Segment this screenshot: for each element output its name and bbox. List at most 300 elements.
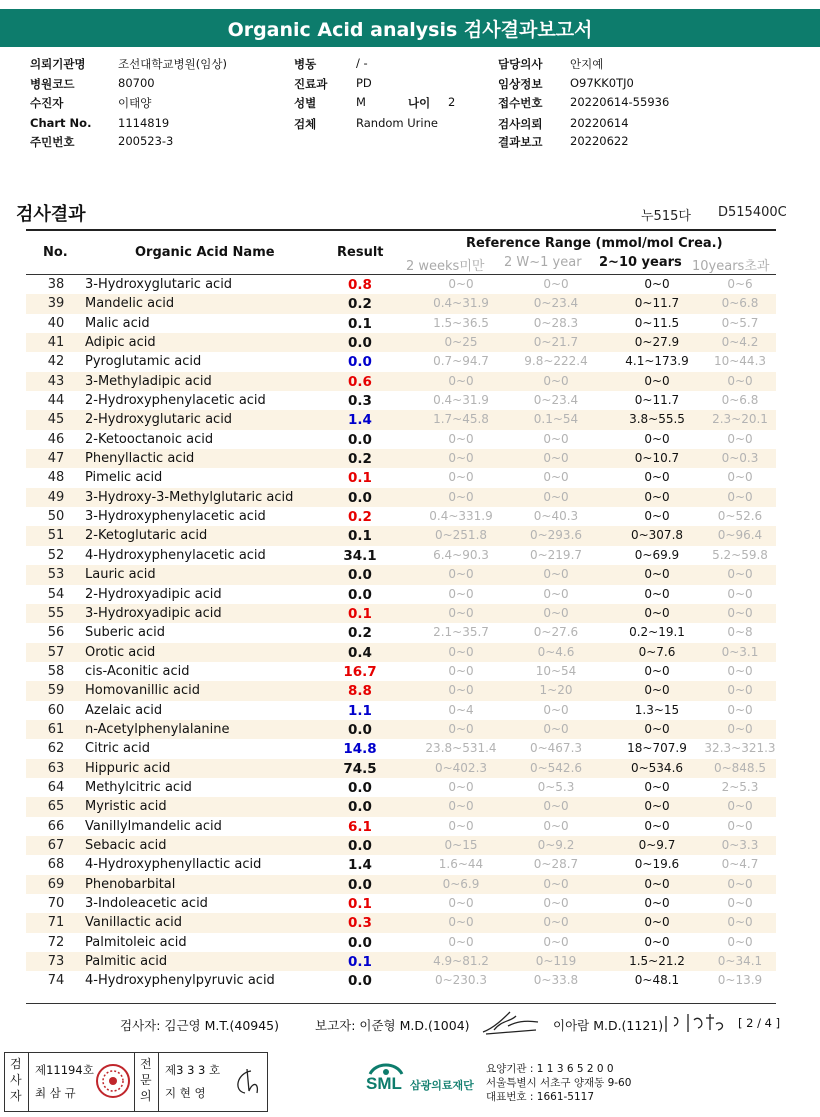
- acid-name: Homovanillic acid: [85, 683, 200, 699]
- ref-range-10y-plus: 0~0: [727, 915, 753, 930]
- row-number: 53: [47, 567, 65, 583]
- row-number: 72: [47, 934, 65, 950]
- ref-range-2-10y: 3.8~55.5: [629, 412, 685, 427]
- ref-range-10y-plus: 0~6: [727, 277, 753, 291]
- row-number: 66: [47, 818, 65, 834]
- institution-label: 의뢰기관명: [30, 57, 86, 71]
- receipt-value: 20220614-55936: [570, 95, 670, 109]
- specimen-label: 검체: [294, 117, 317, 131]
- acid-name: Palmitic acid: [85, 954, 168, 970]
- ref-range-2-10y: 0~0: [644, 567, 670, 582]
- ref-range-2-10y: 0~11.7: [634, 296, 680, 311]
- ref-range-2-10y: 0~0: [644, 915, 670, 930]
- result-value: 0.4: [348, 644, 372, 661]
- ref-range-10y-plus: 32.3~321.3: [704, 741, 776, 756]
- ref-range-2weeks: 0~0: [448, 470, 474, 485]
- tester-license: 제11194호: [35, 1063, 94, 1077]
- tester-name: 최 삼 규: [35, 1086, 76, 1100]
- ref-range-2w-1y: 0~28.7: [533, 857, 579, 872]
- request-value: 20220614: [570, 116, 629, 130]
- ref-range-2weeks: 2.1~35.7: [433, 625, 489, 640]
- ref-range-2weeks: 23.8~531.4: [425, 741, 497, 756]
- org-name: 삼광의료재단: [410, 1079, 474, 1092]
- row-number: 52: [47, 547, 65, 563]
- ref-range-10y-plus: 0~52.6: [717, 509, 763, 524]
- ref-range-10y-plus: 0~0: [727, 818, 753, 833]
- tester-info-cell: [29, 1053, 135, 1111]
- row-number: 50: [47, 509, 65, 525]
- ref-range-2weeks: 0~0: [448, 896, 474, 910]
- result-value: 0.0: [348, 799, 372, 816]
- table-row: [26, 449, 776, 468]
- ref-range-2w-1y: 0~0: [543, 586, 569, 601]
- acid-name: Pimelic acid: [85, 470, 163, 486]
- ref-range-2w-1y: 0~119: [535, 954, 577, 969]
- result-value: 0.1: [348, 470, 372, 487]
- age-label: 나이: [408, 96, 431, 110]
- table-row: [26, 410, 776, 429]
- acid-name: 3-Methyladipic acid: [85, 373, 212, 389]
- clinical-value: O97KK0TJ0: [570, 76, 634, 90]
- row-number: 54: [47, 586, 65, 602]
- ref-range-2-10y: 0~0: [644, 605, 670, 620]
- ref-range-2w-1y: 0~5.3: [537, 779, 575, 794]
- section-title: 검사결과: [16, 204, 86, 225]
- ref-range-2-10y: 0~0: [644, 373, 670, 388]
- ref-range-2w-1y: 0~0: [543, 277, 569, 291]
- ref-range-2w-1y: 0~40.3: [533, 509, 579, 524]
- table-row: [26, 352, 776, 371]
- table-row: [26, 623, 776, 642]
- doctor-value: 안지예: [570, 57, 604, 71]
- receipt-label: 접수번호: [498, 96, 543, 110]
- ref-range-2-10y: 0~0: [644, 818, 670, 833]
- ref-range-2w-1y: 0~0: [543, 567, 569, 582]
- table-row: [26, 720, 776, 739]
- table-row: [26, 372, 776, 391]
- row-number: 47: [47, 451, 65, 467]
- section-code-1: 누515다: [641, 209, 691, 224]
- row-number: 61: [47, 721, 65, 737]
- ref-range-10y-plus: 0~4.7: [721, 857, 759, 872]
- chart-value: 1114819: [118, 116, 170, 130]
- col-no-header: No.: [43, 245, 68, 260]
- table-row: [26, 546, 776, 565]
- ref-range-2w-1y: 0~23.4: [533, 296, 579, 311]
- result-value: 0.3: [348, 915, 372, 932]
- result-value: 0.0: [348, 837, 372, 854]
- table-row: [26, 585, 776, 604]
- result-value: 0.1: [348, 605, 372, 622]
- ref-range-2weeks: 0~402.3: [434, 760, 488, 775]
- result-value: 0.1: [348, 954, 372, 971]
- ref-range-2w-1y: 0~0: [543, 451, 569, 466]
- result-value: 0.2: [348, 451, 372, 468]
- row-number: 40: [47, 315, 65, 331]
- ref-range-2w-1y: 0~23.4: [533, 393, 579, 408]
- results-table: [26, 275, 776, 991]
- ref-range-2-10y: 1.5~21.2: [629, 954, 685, 969]
- ref-range-10y-plus: 0~13.9: [717, 973, 763, 988]
- result-value: 0.0: [348, 934, 372, 951]
- table-row: [26, 701, 776, 720]
- sex-value: M: [356, 95, 366, 109]
- table-row: [26, 526, 776, 545]
- ref-range-2-10y: 0~0: [644, 799, 670, 814]
- acid-name: Pyroglutamic acid: [85, 354, 202, 370]
- report-title: Organic Acid analysis 검사결과보고서: [0, 9, 820, 47]
- acid-name: n-Acetylphenylalanine: [85, 721, 230, 737]
- ref-range-2weeks: 1.6~44: [438, 857, 484, 872]
- report-date-label: 결과보고: [498, 135, 543, 149]
- ref-range-2weeks: 4.9~81.2: [433, 954, 489, 969]
- tester-label-cell: [5, 1053, 29, 1111]
- ref-range-10y-plus: 0~0: [727, 567, 753, 582]
- ref-range-2weeks: 0.7~94.7: [433, 354, 489, 369]
- row-number: 51: [47, 528, 65, 544]
- ref-range-10y-plus: 0~0: [727, 683, 753, 698]
- doctor-label: 담당의사: [498, 57, 543, 71]
- ref-range-2w-1y: 0~0: [543, 470, 569, 485]
- ref-range-2weeks: 0~0: [448, 567, 474, 582]
- report-date-value: 20220622: [570, 134, 629, 148]
- acid-name: cis-Aconitic acid: [85, 663, 190, 679]
- table-row: [26, 913, 776, 932]
- row-number: 48: [47, 470, 65, 486]
- ref-range-2-10y: 0~0: [644, 489, 670, 504]
- ref-range-2-10y: 0~10.7: [634, 451, 680, 466]
- acid-name: Phenobarbital: [85, 876, 176, 892]
- table-row: [26, 430, 776, 449]
- ref-range-10y-plus: 0~0.3: [721, 451, 759, 466]
- patient-label: 수진자: [30, 96, 64, 110]
- ref-range-10y-plus: 2.3~20.1: [712, 412, 768, 427]
- ref-range-2weeks: 0~0: [448, 277, 474, 291]
- acid-name: Adipic acid: [85, 335, 156, 351]
- ref-range-2w-1y: 0~0: [543, 489, 569, 504]
- ref-range-10y-plus: 0~3.1: [721, 644, 759, 659]
- acid-name: 3-Hydroxyglutaric acid: [85, 277, 233, 292]
- acid-name: Mandelic acid: [85, 296, 175, 312]
- ref-range-2w-1y: 0~21.7: [533, 335, 579, 350]
- table-row: [26, 468, 776, 487]
- ref-range-2w-1y: 0~0: [543, 896, 569, 910]
- result-value: 74.5: [343, 760, 377, 777]
- row-number: 43: [47, 373, 65, 389]
- acid-name: Citric acid: [85, 741, 150, 757]
- ref-range-2-10y: 0~534.6: [630, 760, 684, 775]
- ref-range-2weeks: 0~0: [448, 644, 474, 659]
- ref-range-2w-1y: 0~0: [543, 934, 569, 949]
- row-number: 69: [47, 876, 65, 892]
- result-value: 0.0: [348, 354, 372, 371]
- ref-range-2w-1y: 0~0: [543, 799, 569, 814]
- table-row: [26, 275, 776, 294]
- row-number: 62: [47, 741, 65, 757]
- ref-range-2-10y: 4.1~173.9: [625, 354, 689, 369]
- dept-value: PD: [356, 76, 372, 90]
- ref-range-10y-plus: 0~0: [727, 489, 753, 504]
- acid-name: 4-Hydroxyphenyllactic acid: [85, 857, 262, 873]
- row-number: 70: [47, 896, 65, 911]
- ref-range-2w-1y: 0~219.7: [529, 547, 583, 562]
- ref-range-2weeks: 0~6.9: [442, 876, 480, 891]
- section-code-2: D515400C: [718, 205, 787, 220]
- ref-range-10y-plus: 0~0: [727, 470, 753, 485]
- row-number: 59: [47, 683, 65, 699]
- sml-logo-text: SML: [366, 1074, 402, 1093]
- acid-name: 3-Hydroxyphenylacetic acid: [85, 509, 266, 525]
- tester-box-label: 검사자: [10, 1057, 22, 1103]
- ref-range-2weeks: 0~0: [448, 663, 474, 678]
- row-number: 46: [47, 431, 65, 447]
- result-value: 0.0: [348, 721, 372, 738]
- row-number: 68: [47, 857, 65, 873]
- ref-range-10y-plus: 0~6.8: [721, 393, 759, 408]
- ref-range-2weeks: 0.4~31.9: [433, 393, 489, 408]
- row-number: 49: [47, 489, 65, 505]
- ref-range-2weeks: 0~0: [448, 489, 474, 504]
- result-value: 0.6: [348, 373, 372, 390]
- row-number: 67: [47, 837, 65, 853]
- ref-range-2weeks: 0~25: [444, 335, 478, 350]
- table-row: [26, 333, 776, 352]
- age-value: 2: [448, 95, 456, 109]
- result-value: 0.1: [348, 528, 372, 545]
- result-value: 8.8: [348, 683, 372, 700]
- ref-range-2weeks: 0~0: [448, 451, 474, 466]
- seal-icon: [95, 1063, 131, 1099]
- ref-range-2w-1y: 0~0: [543, 818, 569, 833]
- ref-range-10y-plus: 0~848.5: [713, 760, 767, 775]
- row-number: 60: [47, 702, 65, 718]
- ref-range-2-10y: 0~11.5: [634, 315, 680, 330]
- ref-range-2w-1y: 0~0: [543, 915, 569, 930]
- org-line-1: 요양기관 : 1 1 3 6 5 2 0 0: [486, 1063, 614, 1075]
- org-info: [486, 1062, 631, 1104]
- ref-range-2-10y: 0~0: [644, 779, 670, 794]
- ref-range-2weeks: 0~15: [444, 837, 478, 852]
- ref-range-2-10y: 0.2~19.1: [629, 625, 685, 640]
- ref-range-2-10y: 0~0: [644, 586, 670, 601]
- ref-range-2w-1y: 10~54: [535, 663, 577, 678]
- ref-range-10y-plus: 0~0: [727, 721, 753, 736]
- page-number: [ 2 / 4 ]: [738, 1016, 781, 1030]
- ref-range-10y-plus: 0~3.3: [721, 837, 759, 852]
- result-value: 0.2: [348, 625, 372, 642]
- acid-name: Azelaic acid: [85, 702, 163, 718]
- ref-range-10y-plus: 0~0: [727, 373, 753, 388]
- acid-name: Sebacic acid: [85, 837, 167, 853]
- ref-range-2weeks: 0~0: [448, 799, 474, 814]
- row-number: 71: [47, 915, 65, 931]
- specimen-value: Random Urine: [356, 116, 438, 130]
- table-row: [26, 836, 776, 855]
- result-value: 0.0: [348, 567, 372, 584]
- chart-label: Chart No.: [30, 116, 92, 130]
- acid-name: 3-Hydroxyadipic acid: [85, 605, 222, 621]
- ref-range-2w-1y: 0~0: [543, 876, 569, 891]
- ref-range-2weeks: 0~0: [448, 934, 474, 949]
- patient-value: 이태양: [118, 96, 152, 110]
- ref-range-2w-1y: 0~28.3: [533, 315, 579, 330]
- ref-range-2w-1y: 0~27.6: [533, 625, 579, 640]
- institution-value: 조선대학교병원(임상): [118, 57, 227, 71]
- result-value: 0.0: [348, 335, 372, 352]
- table-row: [26, 952, 776, 971]
- ref-range-2w-1y: 0~4.6: [537, 644, 575, 659]
- row-number: 58: [47, 663, 65, 679]
- ref-range-2weeks: 0~0: [448, 721, 474, 736]
- ref-range-2-10y: 0~0: [644, 683, 670, 698]
- acid-name: 2-Hydroxyglutaric acid: [85, 412, 233, 428]
- ref-range-2-10y: 0~0: [644, 896, 670, 910]
- ref-range-10y-plus: 0~34.1: [717, 954, 763, 969]
- result-value: 14.8: [343, 741, 377, 758]
- table-row: [26, 314, 776, 333]
- acid-name: Hippuric acid: [85, 760, 171, 776]
- row-number: 63: [47, 760, 65, 776]
- ref-range-2weeks: 0.4~31.9: [433, 296, 489, 311]
- ref-range-2w-1y: 9.8~222.4: [524, 354, 588, 369]
- ref-range-10y-plus: 0~0: [727, 431, 753, 446]
- ref-range-2w-1y: 0~33.8: [533, 973, 579, 988]
- ref-range-2w-1y: 0~0: [543, 702, 569, 717]
- table-top-rule: [26, 229, 776, 231]
- ref-range-2-10y: 0~9.7: [638, 837, 676, 852]
- table-row: [26, 759, 776, 778]
- result-value: 0.2: [348, 509, 372, 526]
- hospital-code-value: 80700: [118, 76, 155, 90]
- table-row: [26, 643, 776, 662]
- specialist-name: 지 현 영: [165, 1086, 206, 1100]
- acid-name: Vanillylmandelic acid: [85, 818, 222, 834]
- table-row: [26, 797, 776, 816]
- table-row: [26, 681, 776, 700]
- ref-range-header: Reference Range (mmol/mol Crea.): [466, 236, 723, 251]
- ref-range-2weeks: 0~0: [448, 683, 474, 698]
- acid-name: 2-Ketoglutaric acid: [85, 528, 208, 544]
- row-number: 55: [47, 605, 65, 621]
- row-number: 74: [47, 973, 65, 989]
- ref-range-2weeks: 0~0: [448, 605, 474, 620]
- ref-range-2w-1y: 0~467.3: [529, 741, 583, 756]
- result-value: 0.1: [348, 315, 372, 332]
- ref-sub-4: 10years초과: [692, 259, 770, 274]
- ref-range-10y-plus: 0~4.2: [721, 335, 759, 350]
- acid-name: Vanillactic acid: [85, 915, 183, 931]
- id-value: 200523-3: [118, 134, 174, 148]
- table-header: [26, 232, 776, 274]
- result-value: 0.2: [348, 296, 372, 313]
- table-row: [26, 565, 776, 584]
- ref-range-2-10y: 0~27.9: [634, 335, 680, 350]
- result-value: 0.0: [348, 489, 372, 506]
- col-name-header: Organic Acid Name: [135, 245, 275, 260]
- specialist-label-cell: [135, 1053, 159, 1111]
- table-row: [26, 778, 776, 797]
- ref-range-2-10y: 0~0: [644, 509, 670, 524]
- ref-range-10y-plus: 2~5.3: [721, 779, 759, 794]
- ward-label: 병동: [294, 57, 317, 71]
- ref-range-2w-1y: 0~9.2: [537, 837, 575, 852]
- ref-range-2w-1y: 0~0: [543, 373, 569, 388]
- ref-range-10y-plus: 0~0: [727, 799, 753, 814]
- ref-range-2-10y: 18~707.9: [627, 741, 687, 756]
- acid-name: 4-Hydroxyphenylacetic acid: [85, 547, 266, 563]
- row-number: 56: [47, 625, 65, 641]
- ref-range-2weeks: 0~0: [448, 818, 474, 833]
- ref-range-2-10y: 0~48.1: [634, 973, 680, 988]
- reporter2-signature-mark: [662, 1010, 730, 1036]
- acid-name: 3-Hydroxy-3-Methylglutaric acid: [85, 489, 294, 505]
- dept-label: 진료과: [294, 77, 328, 91]
- ref-range-10y-plus: 0~0: [727, 876, 753, 891]
- row-number: 38: [47, 277, 65, 292]
- result-value: 0.1: [348, 896, 372, 912]
- result-value: 34.1: [343, 547, 377, 564]
- reporter2-signature: 이아람 M.D.(1121): [553, 1018, 664, 1033]
- ref-range-2-10y: 0~19.6: [634, 857, 680, 872]
- result-value: 0.8: [348, 277, 372, 293]
- acid-name: Methylcitric acid: [85, 779, 192, 795]
- ref-range-10y-plus: 0~5.7: [721, 315, 759, 330]
- ref-range-2weeks: 1.7~45.8: [433, 412, 489, 427]
- table-row: [26, 662, 776, 681]
- id-label: 주민번호: [30, 135, 75, 149]
- acid-name: 3-Indoleacetic acid: [85, 896, 208, 911]
- ref-range-2w-1y: 1~20: [539, 683, 573, 698]
- result-value: 16.7: [343, 663, 377, 680]
- table-row: [26, 507, 776, 526]
- table-row: [26, 894, 776, 913]
- ref-range-2weeks: 6.4~90.3: [433, 547, 489, 562]
- ref-range-2weeks: 1.5~36.5: [433, 315, 489, 330]
- ref-range-10y-plus: 0~96.4: [717, 528, 763, 543]
- acid-name: 2-Hydroxyphenylacetic acid: [85, 393, 266, 409]
- sex-label: 성별: [294, 96, 317, 110]
- ref-range-2-10y: 0~0: [644, 721, 670, 736]
- ref-range-2w-1y: 0.1~54: [533, 412, 579, 427]
- table-row: [26, 933, 776, 952]
- table-row: [26, 488, 776, 507]
- ref-sub-1: 2 weeks미만: [406, 259, 485, 274]
- ref-range-2-10y: 0~0: [644, 431, 670, 446]
- reporter-signature: 보고자: 이준형 M.D.(1004): [315, 1018, 470, 1033]
- acid-name: Palmitoleic acid: [85, 934, 187, 950]
- ref-range-2-10y: 0~0: [644, 663, 670, 678]
- row-number: 64: [47, 779, 65, 795]
- row-number: 44: [47, 393, 65, 409]
- ref-range-2weeks: 0~0: [448, 431, 474, 446]
- hospital-code-label: 병원코드: [30, 77, 75, 91]
- acid-name: 2-Hydroxyadipic acid: [85, 586, 222, 602]
- ref-sub-3: 2~10 years: [599, 255, 682, 270]
- result-value: 0.0: [348, 876, 372, 893]
- acid-name: Lauric acid: [85, 567, 156, 583]
- tester-signature: 검사자: 김근영 M.T.(40945): [120, 1018, 280, 1033]
- ref-range-2w-1y: 0~542.6: [529, 760, 583, 775]
- result-value: 6.1: [348, 818, 372, 835]
- ref-range-2w-1y: 0~293.6: [529, 528, 583, 543]
- table-row: [26, 604, 776, 623]
- ref-range-2w-1y: 0~0: [543, 605, 569, 620]
- specialist-signature-mark: [229, 1065, 263, 1099]
- ref-range-10y-plus: 0~0: [727, 605, 753, 620]
- result-value: 0.0: [348, 779, 372, 796]
- reporter-signature-mark: [480, 1008, 542, 1036]
- ref-range-10y-plus: 0~6.8: [721, 296, 759, 311]
